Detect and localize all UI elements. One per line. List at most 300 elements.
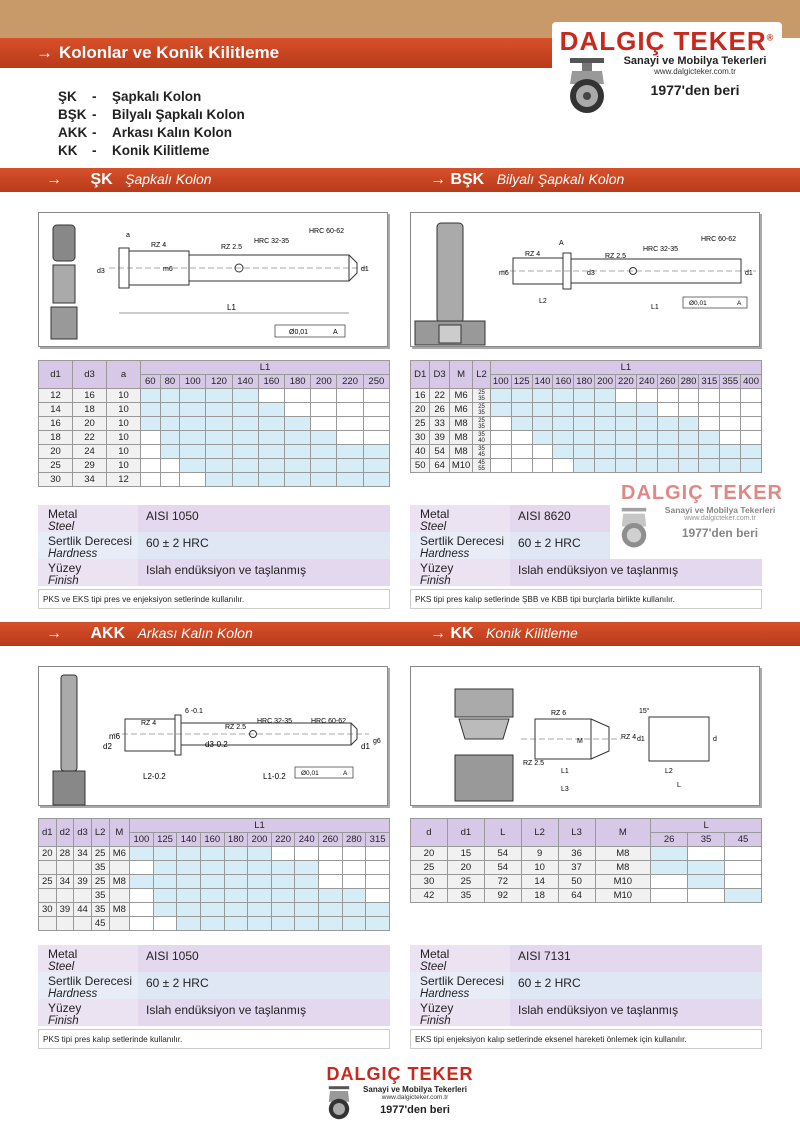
table-cell: 30 (39, 473, 73, 487)
table-cell: M8 (449, 417, 472, 431)
brand-logo-top (552, 22, 782, 118)
brand-subtitle: Sanayi ve Mobilya Tekerleri (623, 55, 767, 67)
availability-cell (271, 847, 295, 861)
availability-cell (615, 417, 636, 431)
availability-cell (130, 861, 154, 875)
l-value-header: 100 (130, 833, 154, 847)
availability-cell (363, 459, 389, 473)
section-code: BŞK (450, 171, 485, 188)
dim-rz4: RZ 4 (525, 251, 541, 258)
table-cell (109, 889, 130, 903)
dim-l1: L1 (651, 304, 659, 311)
table-row (411, 889, 762, 903)
col-L2: L2 (91, 819, 109, 847)
l-value-header: 100 (180, 375, 206, 389)
dim-d1: d1 (361, 266, 369, 273)
metal-row: Metal Steel AISI 7131 (410, 945, 762, 972)
l-value-header: 35 (688, 833, 725, 847)
table-cell: M8 (449, 431, 472, 445)
availability-cell (337, 403, 363, 417)
availability-cell (206, 431, 232, 445)
l-value-header: 400 (741, 375, 762, 389)
note-sk: PKS ve EKS tipi pres ve enjeksiyon setlerinde kullanılır. (38, 589, 390, 609)
availability-cell (741, 389, 762, 403)
availability-cell (177, 917, 201, 931)
table-cell: 35 (447, 889, 484, 903)
col-d3: d3 (73, 361, 107, 389)
l-value-header: 355 (720, 375, 741, 389)
availability-cell (200, 861, 224, 875)
l-value-header: 220 (271, 833, 295, 847)
hardness-row: Sertlik Derecesi Hardness 60 ± 2 HRC (38, 532, 390, 559)
availability-cell (232, 459, 258, 473)
availability-cell (285, 417, 311, 431)
availability-cell (248, 861, 272, 875)
dim-m: M (577, 738, 583, 745)
availability-cell (232, 431, 258, 445)
availability-cell (699, 445, 720, 459)
availability-cell (366, 847, 390, 861)
availability-cell (258, 473, 284, 487)
table-cell: 14 (521, 875, 558, 889)
dim-tolerance: Ø0,01 (289, 329, 309, 336)
availability-cell (699, 389, 720, 403)
metal-row: Metal Steel AISI 1050 (38, 505, 390, 532)
availability-cell (200, 889, 224, 903)
availability-cell (141, 459, 161, 473)
section-title: Arkası Kalın Kolon (137, 625, 253, 641)
table-cell: 25 (39, 875, 57, 889)
l-value-header: 200 (311, 375, 337, 389)
availability-cell (318, 917, 342, 931)
l-value-header: 160 (258, 375, 284, 389)
table-cell: 15 (447, 847, 484, 861)
availability-cell (511, 431, 532, 445)
availability-cell (153, 875, 177, 889)
section-title: Bilyalı Şapkalı Kolon (496, 171, 625, 187)
availability-cell (248, 889, 272, 903)
material-kk (410, 945, 762, 1026)
caster-wheel-icon (324, 1084, 354, 1122)
col-d3: d3 (74, 819, 92, 847)
table-row (411, 847, 762, 861)
table-bsk (410, 360, 762, 473)
availability-cell (699, 417, 720, 431)
dim-rz4: RZ 4 (141, 720, 157, 727)
availability-cell (366, 903, 390, 917)
table-cell: 18 (521, 889, 558, 903)
availability-cell (311, 417, 337, 431)
table-cell: 50 (558, 875, 595, 889)
availability-cell (720, 445, 741, 459)
dim-d3: d3-0.2 (205, 740, 228, 749)
availability-cell (553, 389, 574, 403)
col-a: a (107, 361, 141, 389)
availability-cell (285, 445, 311, 459)
table-cell (109, 917, 130, 931)
availability-cell (636, 459, 657, 473)
legend-row: KK - Konik Kilitleme (58, 143, 210, 158)
table-cell: M10 (449, 459, 472, 473)
availability-cell (574, 431, 595, 445)
metal-row: Metal Steel AISI 1050 (38, 945, 390, 972)
l-value-header: 120 (206, 375, 232, 389)
availability-cell (180, 417, 206, 431)
dim-hrc2: HRC 60-62 (309, 228, 345, 235)
table-cell: 45 (91, 917, 109, 931)
availability-cell (177, 875, 201, 889)
table-cell: 16 (411, 389, 430, 403)
availability-cell (160, 473, 180, 487)
dim-rz6: RZ 6 (551, 710, 567, 717)
dim-rz4: RZ 4 (621, 734, 637, 741)
table-cell: 10 (107, 389, 141, 403)
dim-tolerance: Ø0,01 (689, 300, 707, 307)
l2-value: 45 (478, 451, 485, 458)
availability-cell (318, 875, 342, 889)
table-cell: 20 (73, 417, 107, 431)
availability-cell (699, 459, 720, 473)
section-band-kk (400, 622, 800, 646)
dim-d1: d1 (745, 270, 753, 277)
table-row (411, 875, 762, 889)
table-cell: 12 (39, 389, 73, 403)
availability-cell (200, 903, 224, 917)
availability-cell (699, 431, 720, 445)
availability-cell (720, 417, 741, 431)
availability-cell (553, 459, 574, 473)
availability-cell (657, 445, 678, 459)
table-cell (39, 917, 57, 931)
availability-cell (285, 473, 311, 487)
section-code: AKK (90, 625, 126, 642)
availability-cell (490, 417, 511, 431)
availability-cell (295, 889, 319, 903)
availability-cell (232, 389, 258, 403)
table-cell: 92 (484, 889, 521, 903)
table-row (411, 403, 762, 417)
table-cell: 30 (39, 903, 57, 917)
col-D1: D1 (411, 361, 430, 389)
availability-cell (258, 459, 284, 473)
table-cell: 33 (430, 417, 449, 431)
table-cell: 44 (74, 903, 92, 917)
availability-cell (366, 861, 390, 875)
table-row (411, 417, 762, 431)
availability-cell (342, 903, 366, 917)
availability-cell (678, 403, 699, 417)
col-d1: d1 (39, 361, 73, 389)
availability-cell (160, 389, 180, 403)
availability-cell (342, 889, 366, 903)
legend-row: AKK - Arkası Kalın Kolon (58, 125, 233, 140)
l-value-header: 315 (699, 375, 720, 389)
availability-cell (741, 431, 762, 445)
table-cell: 39 (430, 431, 449, 445)
dim-d: d (713, 736, 717, 743)
table-cell (109, 861, 130, 875)
dim-6: 6 -0.1 (185, 708, 203, 715)
l2-value: 25 (478, 403, 485, 410)
availability-cell (553, 403, 574, 417)
table-cell: 20 (447, 861, 484, 875)
availability-cell (366, 889, 390, 903)
l-value-header: 220 (615, 375, 636, 389)
note-kk: EKS tipi enjeksiyon kalıp setlerinde eksenel hareketi önlemek için kullanılır. (410, 1029, 762, 1049)
availability-cell (574, 459, 595, 473)
availability-cell (699, 403, 720, 417)
availability-cell (724, 861, 761, 875)
availability-cell (180, 473, 206, 487)
availability-cell (248, 847, 272, 861)
table-cell (39, 861, 57, 875)
availability-cell (337, 431, 363, 445)
l-value-header: 180 (224, 833, 248, 847)
table-cell: 25 (91, 847, 109, 861)
finish-row: Yüzey Finish Islah endüksiyon ve taşlanmış (38, 559, 390, 586)
legend-row: ŞK - Şapkalı Kolon (58, 89, 202, 104)
availability-cell (595, 389, 616, 403)
availability-cell (636, 445, 657, 459)
availability-cell (363, 417, 389, 431)
l2-value: 35 (478, 409, 485, 416)
dim-rz25: RZ 2.5 (605, 253, 627, 260)
availability-cell (532, 431, 553, 445)
availability-cell (177, 903, 201, 917)
dim-l: L (677, 782, 681, 789)
availability-cell (271, 889, 295, 903)
availability-cell (285, 389, 311, 403)
availability-cell (206, 445, 232, 459)
table-row (411, 459, 762, 473)
availability-cell (206, 459, 232, 473)
table-cell: 29 (73, 459, 107, 473)
availability-cell (206, 403, 232, 417)
table-row (411, 389, 762, 403)
table-cell: 25 (411, 417, 430, 431)
availability-cell (678, 445, 699, 459)
dim-hrc2: HRC 60-62 (701, 236, 737, 243)
table-cell: 42 (411, 889, 448, 903)
l-value-header: 140 (232, 375, 258, 389)
availability-cell (200, 847, 224, 861)
table-row (39, 403, 390, 417)
arrow-icon: → (36, 43, 53, 62)
availability-cell (130, 875, 154, 889)
material-bsk (410, 505, 679, 587)
l2-value: 35 (478, 445, 485, 452)
l2-cell (473, 445, 491, 459)
table-cell: 37 (558, 861, 595, 875)
technical-drawing (411, 667, 761, 807)
l-value-header: 280 (678, 375, 699, 389)
availability-cell (595, 403, 616, 417)
table-row (39, 417, 390, 431)
table-cell: 54 (484, 861, 521, 875)
dim-m6: m6 (499, 270, 509, 277)
availability-cell (366, 875, 390, 889)
availability-cell (141, 473, 161, 487)
caster-wheel-icon (616, 506, 652, 550)
dim-l1: L1 (227, 303, 236, 312)
dim-rz25: RZ 2.5 (523, 760, 545, 767)
technical-drawing (39, 667, 389, 807)
table-cell: 10 (107, 459, 141, 473)
availability-cell (342, 875, 366, 889)
brand-logo-watermark: DALGIÇ TEKER Sanayi ve Mobilya Tekerleri www.dalgicteker.com.tr 1977'den beri (612, 482, 792, 558)
dim-l1: L1 (561, 768, 569, 775)
table-cell: 10 (107, 417, 141, 431)
l-value-header: 160 (200, 833, 224, 847)
availability-cell (295, 917, 319, 931)
table-cell: 34 (56, 875, 74, 889)
availability-cell (130, 889, 154, 903)
table-cell: M6 (109, 847, 130, 861)
availability-cell (657, 431, 678, 445)
availability-cell (337, 473, 363, 487)
availability-cell (318, 847, 342, 861)
availability-cell (363, 445, 389, 459)
availability-cell (657, 459, 678, 473)
table-cell: 20 (39, 445, 73, 459)
table-cell (74, 917, 92, 931)
availability-cell (720, 459, 741, 473)
availability-cell (258, 445, 284, 459)
availability-cell (177, 861, 201, 875)
table-cell: 34 (73, 473, 107, 487)
availability-cell (180, 389, 206, 403)
col-l1: L1 (490, 361, 761, 375)
availability-cell (490, 403, 511, 417)
availability-cell (295, 875, 319, 889)
availability-cell (720, 403, 741, 417)
availability-cell (511, 459, 532, 473)
l2-value: 35 (478, 431, 485, 438)
l-value-header: 140 (177, 833, 201, 847)
availability-cell (532, 403, 553, 417)
availability-cell (248, 903, 272, 917)
availability-cell (615, 431, 636, 445)
availability-cell (636, 403, 657, 417)
page-title: Kolonlar ve Konik Kilitleme (59, 43, 280, 62)
availability-cell (657, 389, 678, 403)
table-cell: 39 (56, 903, 74, 917)
availability-cell (206, 389, 232, 403)
l2-value: 35 (478, 395, 485, 402)
availability-cell (180, 459, 206, 473)
table-row (39, 431, 390, 445)
availability-cell (232, 403, 258, 417)
availability-cell (615, 459, 636, 473)
availability-cell (271, 861, 295, 875)
availability-cell (532, 417, 553, 431)
col-d1: d1 (39, 819, 57, 847)
brand-since: 1977'den beri (650, 82, 740, 98)
finish-row: Yüzey Finish Islah endüksiyon ve taşlanmış (38, 999, 390, 1026)
table-cell: 36 (558, 847, 595, 861)
section-band-akk (0, 622, 400, 646)
availability-cell (224, 889, 248, 903)
table-cell: 10 (107, 445, 141, 459)
table-cell: M6 (449, 389, 472, 403)
table-row (39, 889, 390, 903)
availability-cell (224, 903, 248, 917)
availability-cell (206, 417, 232, 431)
l2-cell (473, 389, 491, 403)
material-sk (38, 505, 390, 586)
metal-row: Metal Steel AISI 8620 (410, 505, 610, 532)
availability-cell (636, 431, 657, 445)
table-row (411, 431, 762, 445)
l-value-header: 180 (285, 375, 311, 389)
dim-a: a (126, 232, 130, 239)
dim-angle: 15° (639, 708, 650, 715)
table-row (39, 473, 390, 487)
availability-cell (532, 445, 553, 459)
dim-hrc1: HRC 32-35 (257, 718, 293, 725)
availability-cell (532, 459, 553, 473)
table-cell: M10 (595, 889, 651, 903)
l2-value: 40 (478, 437, 485, 444)
l-value-header: 26 (651, 833, 688, 847)
table-cell: 22 (430, 389, 449, 403)
availability-cell (490, 431, 511, 445)
table-cell: M6 (449, 403, 472, 417)
availability-cell (724, 889, 761, 903)
section-band-bsk (400, 168, 800, 192)
availability-cell (180, 403, 206, 417)
availability-cell (141, 403, 161, 417)
availability-cell (232, 417, 258, 431)
l-value-header: 60 (141, 375, 161, 389)
availability-cell (688, 861, 725, 875)
dim-l2: L2-0.2 (143, 772, 166, 781)
table-cell: M8 (595, 861, 651, 875)
table-row (39, 459, 390, 473)
availability-cell (200, 875, 224, 889)
brand-logo-bottom: DALGIÇ TEKER Sanayi ve Mobilya Tekerleri www.dalgicteker.com.tr 1977'den beri (320, 1064, 480, 1128)
section-title: Konik Kilitleme (486, 625, 578, 641)
table-row (39, 445, 390, 459)
availability-cell (363, 403, 389, 417)
availability-cell (177, 847, 201, 861)
availability-cell (678, 459, 699, 473)
availability-cell (724, 875, 761, 889)
table-cell: 10 (521, 861, 558, 875)
availability-cell (574, 417, 595, 431)
col-l1: L1 (141, 361, 390, 375)
availability-cell (160, 431, 180, 445)
dim-tolerance: Ø0,01 (301, 770, 319, 777)
table-cell: 16 (39, 417, 73, 431)
availability-cell (720, 431, 741, 445)
table-cell: 18 (73, 403, 107, 417)
table-cell: 28 (56, 847, 74, 861)
availability-cell (141, 389, 161, 403)
availability-cell (285, 431, 311, 445)
table-cell (56, 889, 74, 903)
l-value-header: 200 (595, 375, 616, 389)
availability-cell (271, 875, 295, 889)
table-cell: 18 (39, 431, 73, 445)
l2-cell (473, 403, 491, 417)
dim-l1: L1-0.2 (263, 772, 286, 781)
availability-cell (342, 861, 366, 875)
availability-cell (160, 445, 180, 459)
section-code: KK (450, 625, 474, 642)
table-row (411, 861, 762, 875)
l-value-header: 200 (248, 833, 272, 847)
